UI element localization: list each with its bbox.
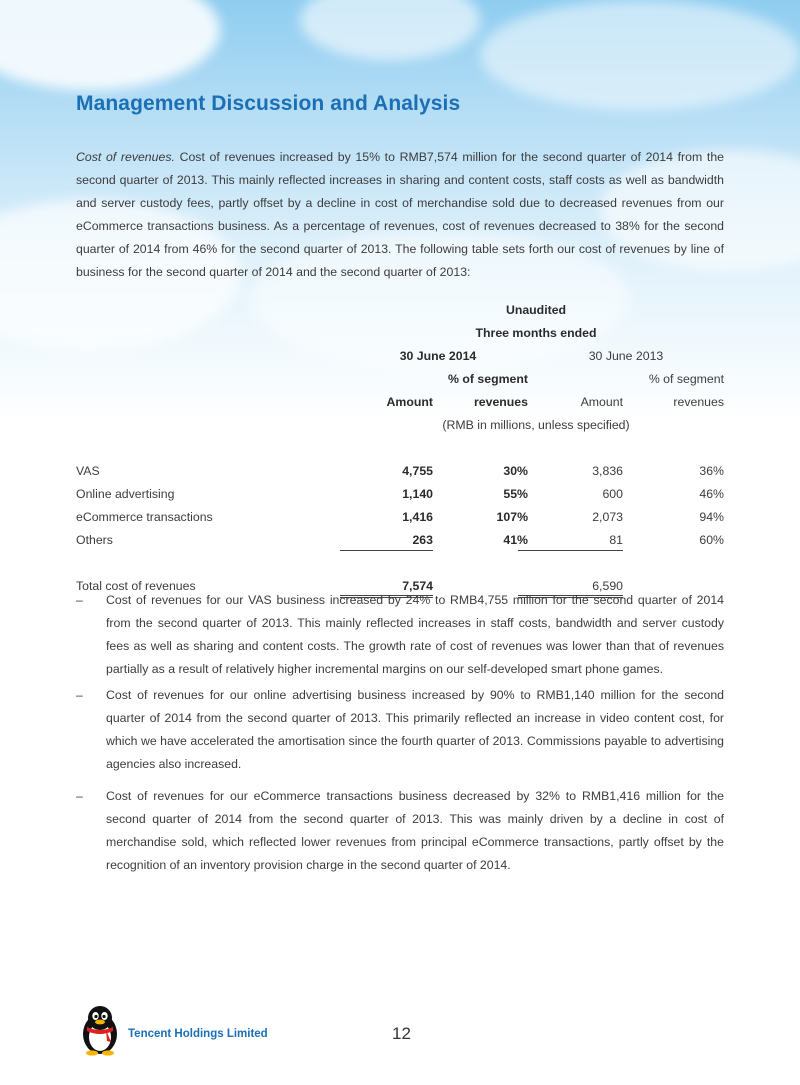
pct-2014-cell: 30% (503, 463, 528, 478)
table-header-row (76, 321, 724, 344)
table-header-row (76, 390, 724, 413)
subtotal-rule-2013 (518, 550, 623, 551)
amount-2014-cell: 263 (412, 532, 433, 547)
bullet-online-advertising (76, 684, 724, 776)
amount-2013-cell: 600 (602, 486, 623, 501)
bullet-dash: – (76, 593, 83, 607)
column-2013-label: 30 June 2013 (588, 348, 664, 363)
amount-2014-cell: 4,755 (402, 463, 433, 478)
table-row (76, 505, 724, 528)
column-2014-label: 30 June 2014 (399, 348, 477, 363)
row-label: Online advertising (76, 486, 175, 501)
pct-segment-2014-label: % of segment (448, 371, 528, 386)
pct-2013-cell: 36% (699, 463, 724, 478)
pct-2014-cell: 55% (503, 486, 528, 501)
page-number: 12 (392, 1024, 411, 1043)
period-label: Three months ended (475, 325, 597, 340)
row-label: eCommerce transactions (76, 509, 213, 524)
total-label: Total cost of revenues (76, 578, 196, 593)
pct-2013-cell: 94% (699, 509, 724, 524)
intro-text: Cost of revenues increased by 15% to RMB7,574 million for the second quarter of 2014 from the second quarter of 2013. This mainly reflected increases in sharing and content costs, staff costs as well as bandwidth and server custody fees, partly offset by a decline in cost of merchandise sold due to decreased revenues from our eCommerce transactions business. As a percentage of revenues, cost of revenues decreased to 38% for the second quarter of 2014 from 46% for the second quarter of 2013. The following table sets forth our cost of revenues by line of business for the second quarter of 2014 and the second quarter of 2013: (76, 150, 724, 279)
amount-2014-cell: 1,140 (402, 486, 433, 501)
unaudited-label: Unaudited (505, 302, 567, 317)
total-2014-cell: 7,574 (402, 578, 433, 593)
cost-of-revenues-table (76, 298, 724, 597)
pct-2013-cell: 46% (699, 486, 724, 501)
bullet-vas (76, 589, 724, 681)
table-header-row (76, 367, 724, 390)
row-label: VAS (76, 463, 100, 478)
amount-2014-cell: 1,416 (402, 509, 433, 524)
pct-2013-cell: 60% (699, 532, 724, 547)
table-row (76, 459, 724, 482)
pct-2014-cell: 41% (503, 532, 528, 547)
penguin-icon (78, 1004, 122, 1056)
amount-2013-cell: 3,836 (592, 463, 623, 478)
bullet-text: Cost of revenues for our online advertising business increased by 90% to RMB1,140 million for the second quarter of 2014 from the second quarter of 2013. This primarily reflected an increase in video content cost, for which we have accelerated the amortisation since the fourth quarter of 2013. Commissions payable to advertising agencies also increased. (106, 688, 724, 771)
amount-2013-cell: 81 (609, 532, 623, 547)
company-name: Tencent Holdings Limited (128, 1028, 268, 1040)
total-2013-cell: 6,590 (592, 578, 623, 593)
amount-2013-cell: 2,073 (592, 509, 623, 524)
intro-paragraph (76, 146, 724, 284)
bullet-text: Cost of revenues for our eCommerce transactions business decreased by 32% to RMB1,416 million for the second quarter of 2014 from the second quarter of 2013. This was mainly driven by a decline in cost of merchandise sold, which reflected lower revenues from principal eCommerce transactions, partly offset by the recognition of an inventory provision charge in the second quarter of 2014. (106, 789, 724, 872)
intro-lead: Cost of revenues. (76, 150, 175, 164)
bullet-dash: – (76, 688, 83, 702)
table-row (76, 528, 724, 551)
bullet-ecommerce (76, 785, 724, 877)
table-row (76, 482, 724, 505)
table-header-row (76, 413, 724, 436)
row-label: Others (76, 532, 113, 547)
table-header-row (76, 344, 724, 367)
revenues-2013-label: revenues (673, 394, 724, 409)
page-title: Management Discussion and Analysis (76, 92, 461, 115)
bullet-dash: – (76, 789, 83, 803)
unit-note: (RMB in millions, unless specified) (442, 417, 630, 432)
pct-2014-cell: 107% (496, 509, 528, 524)
amount-2013-label: Amount (580, 394, 623, 409)
pct-segment-2013-label: % of segment (648, 371, 724, 386)
bullet-text: Cost of revenues for our VAS business increased by 24% to RMB4,755 million for the second quarter of 2014 from the second quarter of 2013. This mainly reflected increases in staff costs, bandwidth and server custody fees as well as sharing and content costs. The growth rate of cost of revenues was lower than that of revenues partially as a result of relatively higher incremental margins on our self-developed smart phone games. (106, 593, 724, 676)
revenues-2014-label: revenues (473, 394, 528, 409)
amount-2014-label: Amount (386, 394, 433, 409)
table-header-row (76, 298, 724, 321)
subtotal-rule-2014 (340, 550, 433, 551)
